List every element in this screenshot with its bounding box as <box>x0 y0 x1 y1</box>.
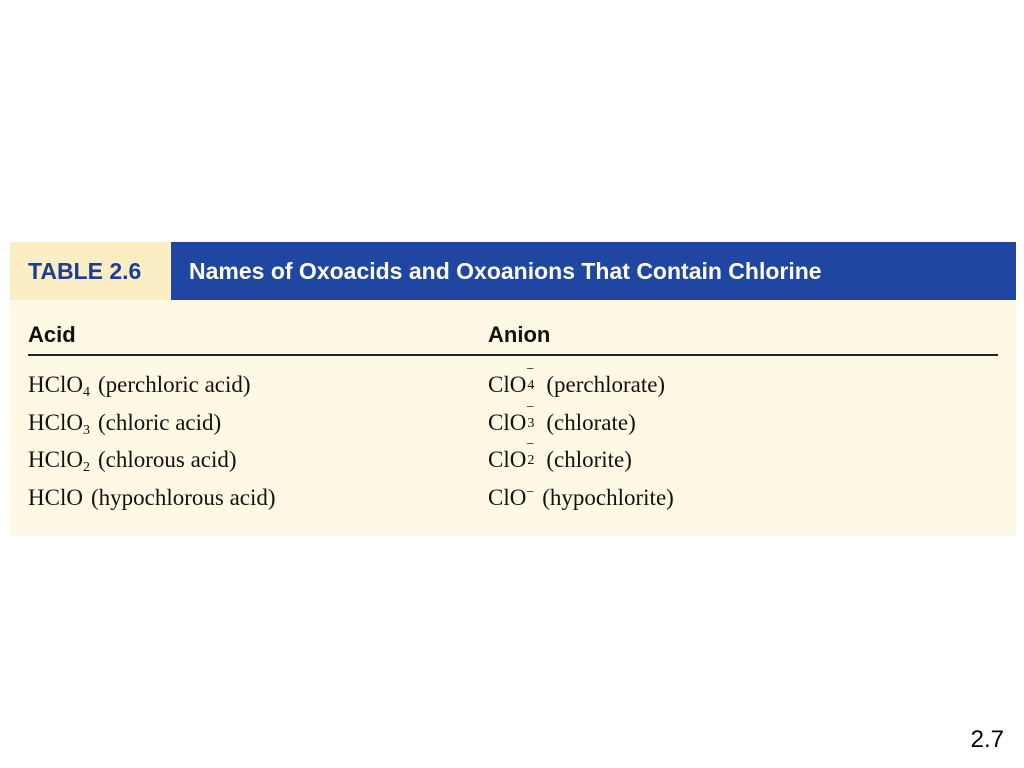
table-number: TABLE 2.6 <box>10 242 171 300</box>
table-row <box>10 362 1016 410</box>
anion-name: (hypochlorite) <box>542 484 674 510</box>
anion-formula: ClO <box>488 484 527 510</box>
anion-charge: − <box>526 437 535 452</box>
anion-cell <box>488 485 674 511</box>
anion-subscript: 4 <box>527 378 535 393</box>
acid-name: (chloric acid) <box>97 409 222 435</box>
anion-cell <box>488 362 666 398</box>
acid-subscript: 4 <box>82 385 90 400</box>
acid-formula: HClO <box>28 372 83 397</box>
table-row <box>10 485 1016 523</box>
anion-subscript: 2 <box>527 453 535 468</box>
anion-charge: − <box>526 484 535 500</box>
table-title: Names of Oxoacids and Oxoanions That Contain Chlorine <box>171 242 1016 300</box>
acid-formula: HClO <box>28 447 83 472</box>
acid-name: (chlorous acid) <box>97 447 237 472</box>
page-number: 2.7 <box>970 726 1004 753</box>
acid-cell <box>28 485 276 511</box>
anion-subscript: 3 <box>527 415 535 431</box>
anion-cell <box>488 437 632 473</box>
acid-formula: HClO <box>28 484 83 510</box>
anion-cell <box>488 399 636 436</box>
anion-charge: − <box>526 399 535 415</box>
oxoacid-table <box>10 242 1016 536</box>
anion-formula: ClO <box>488 409 527 435</box>
table-row <box>10 399 1016 448</box>
anion-name: (perchlorate) <box>546 372 666 397</box>
acid-cell <box>28 410 221 439</box>
anion-name: (chlorite) <box>546 447 632 472</box>
acid-formula: HClO <box>28 409 83 435</box>
acid-subscript: 3 <box>82 422 90 438</box>
anion-name: (chlorate) <box>546 409 636 435</box>
anion-formula: ClO <box>488 372 527 397</box>
anion-charge: − <box>526 362 535 377</box>
acid-name: (perchloric acid) <box>97 372 251 397</box>
table-body <box>10 362 1016 522</box>
column-header-anion: Anion <box>488 322 551 347</box>
acid-cell <box>28 372 251 401</box>
acid-subscript: 2 <box>82 460 90 475</box>
acid-cell <box>28 447 237 476</box>
table-row <box>10 437 1016 485</box>
column-header-acid: Acid <box>28 322 76 347</box>
anion-formula: ClO <box>488 447 527 472</box>
table-header <box>10 242 1016 300</box>
acid-name: (hypochlorous acid) <box>90 484 276 510</box>
header-divider <box>28 354 998 356</box>
